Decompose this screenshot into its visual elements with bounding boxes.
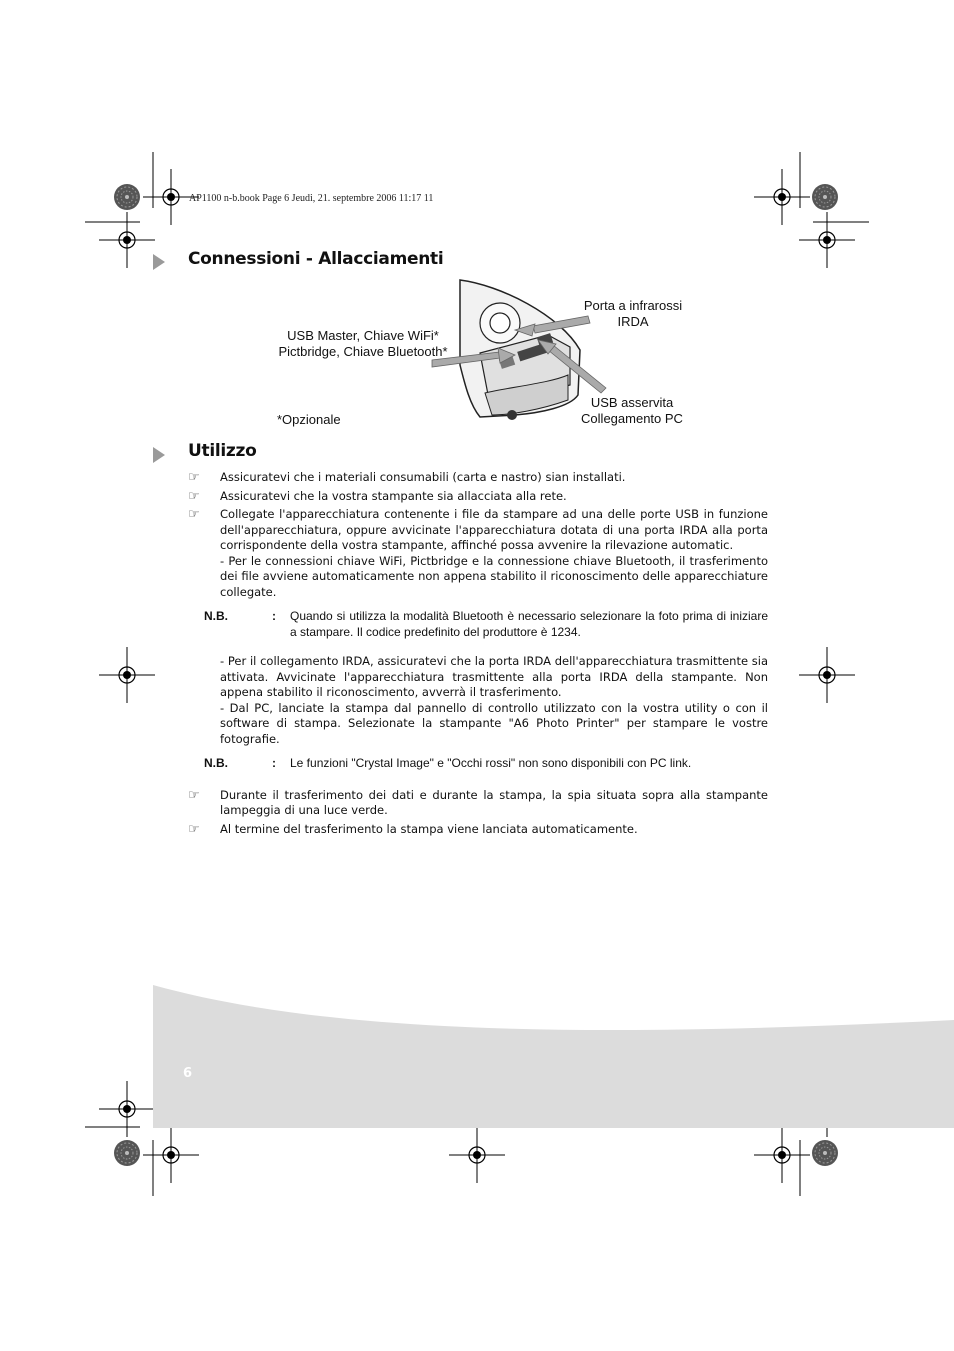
note-bluetooth: N.B. : Quando si utilizza la modalità Bluetooth è necessario selezionare la foto prima di iniziare a stampare. Il codice predefinito del produttore è 1234. (204, 609, 768, 639)
paragraph-pc: - Dal PC, lanciate la stampa dal pannello di controllo utilizzato con la vostra utility o con il software di stampa. Selezionate la stampante "A6 Photo Printer" per stampare le vostre fotografie. (220, 700, 768, 746)
registration-star-icon (114, 1140, 140, 1166)
list-item: ☞ Collegate l'apparecchiatura contenente i file da stampare ad una delle porte USB in funzione dell'apparecchiatura, oppure avvicinate l'apparecchiatura dotata di una porta IRDA alla porta corrispondente della vostra stampante, affinché possa avvenire la rilevazione automatic. - Per le connessioni chiave WiFi, Pictbridge e la connessione chiave Bluetooth, il trasferimento dei file avviene automaticamente non appena stabilito il riconoscimento delle apparecchiature collegate. (188, 507, 768, 599)
label-usb-slave: USB asservita Collegamento PC (581, 395, 683, 426)
usage-list (188, 470, 768, 840)
print-header: AP1100 n-b.book Page 6 Jeudi, 21. septembre 2006 11:17 11 (189, 193, 434, 204)
section-title-usage: Utilizzo (188, 441, 257, 461)
paragraph-irda: - Per il collegamento IRDA, assicuratevi che la porta IRDA dell'apparecchiatura trasmittente sia attivata. Avvicinate l'apparecchiatura trasmittente alla porta IRDA della stampante. Non appena stabilito il riconoscimento, avverrà il trasferimento. (220, 654, 768, 699)
list-item: ☞ Assicuratevi che i materiali consumabili (carta e nastro) sian installati. (188, 470, 626, 485)
pointing-hand-icon: ☞ (188, 821, 200, 837)
label-usb-master: USB Master, Chiave WiFi* Pictbridge, Chiave Bluetooth* (278, 328, 448, 359)
label-optional: *Opzionale (277, 412, 341, 427)
registration-star-icon (114, 184, 140, 210)
list-item: ☞ Al termine del trasferimento la stampa viene lanciata automaticamente. (188, 821, 638, 837)
list-item: ☞ Durante il trasferimento dei dati e durante la stampa, la spia situata sopra alla stampante lampeggia di una luce verde. (188, 787, 768, 817)
pointing-hand-icon: ☞ (188, 507, 200, 522)
registration-star-icon (812, 1140, 838, 1166)
pointing-hand-icon: ☞ (188, 488, 200, 504)
note-pc-link: N.B. : Le funzioni "Crystal Image" e "Occhi rossi" non sono disponibili con PC link. (204, 756, 692, 770)
pointing-hand-icon: ☞ (188, 470, 200, 485)
section-arrow-icon (153, 254, 165, 270)
section-arrow-icon (153, 447, 165, 463)
registration-star-icon (812, 184, 838, 210)
footer-band (0, 980, 954, 1130)
list-item: ☞ Assicuratevi che la vostra stampante sia allacciata alla rete. (188, 488, 567, 504)
page-number: 6 (183, 1066, 193, 1081)
label-irda: Porta a infrarossi IRDA (583, 298, 683, 329)
pointing-hand-icon: ☞ (188, 787, 200, 803)
section-title-connections: Connessioni - Allacciamenti (188, 249, 444, 269)
